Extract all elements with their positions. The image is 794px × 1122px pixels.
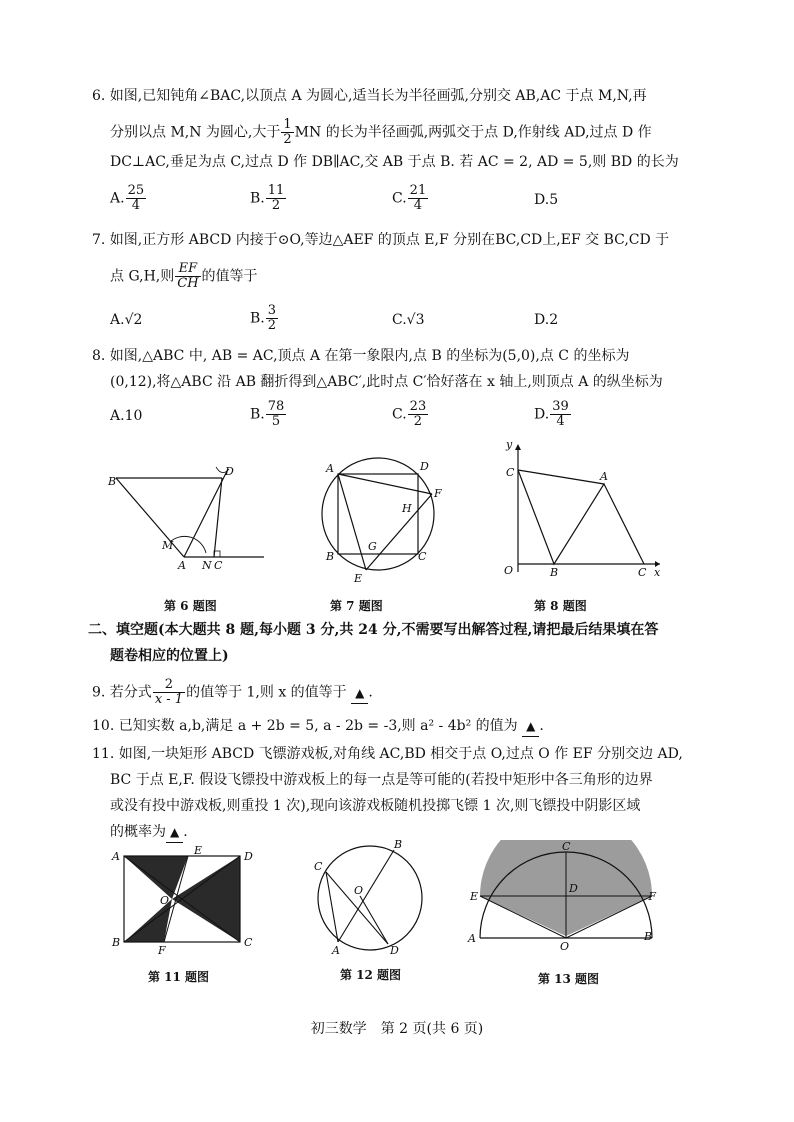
svg-text:B: B bbox=[112, 936, 121, 949]
figure-8 bbox=[494, 440, 666, 580]
svg-text:O: O bbox=[560, 940, 570, 952]
q11-line4-text: 的概率为 bbox=[110, 824, 166, 840]
q6-line3: DC⊥AC,垂足为点 C,过点 D 作 DB∥AC,交 AB 于点 B. 若 AC = 2, AD = 5,则 BD 的长为 bbox=[110, 154, 679, 170]
q6-line1: 6. 如图,已知钝角∠BAC,以顶点 A 为圆心,适当长为半径画弧,分别交 AB,AC 于点 M,N,再 bbox=[92, 88, 647, 104]
figure-11 bbox=[108, 842, 260, 954]
q7-line2a: 点 G,H,则 bbox=[110, 268, 175, 285]
svg-text:H: H bbox=[402, 502, 412, 515]
caption-figure-13: 第 13 题图 bbox=[538, 972, 600, 986]
figure-7 bbox=[306, 452, 456, 592]
q8-line1: 8. 如图,△ABC 中, AB = AC,顶点 A 在第一象限内,点 B 的坐标为(5,0),点 C 的坐标为 bbox=[92, 348, 630, 364]
caption-figure-11: 第 11 题图 bbox=[148, 970, 210, 984]
q9-answer-blank: ▲ bbox=[351, 683, 368, 704]
svg-text:E: E bbox=[470, 890, 479, 903]
svg-text:A: A bbox=[178, 559, 186, 572]
svg-text:D: D bbox=[569, 882, 578, 895]
svg-text:B: B bbox=[550, 566, 559, 579]
svg-text:D: D bbox=[420, 460, 429, 473]
q8-option-b: B. $\frac{78}{5}$ bbox=[250, 399, 285, 429]
q6-option-c: C. $\frac{21}{4}$ bbox=[392, 183, 427, 213]
svg-text:C: C bbox=[418, 550, 427, 563]
q6-option-a: A. $\frac{25}{4}$ bbox=[110, 183, 145, 213]
figure-13 bbox=[466, 840, 658, 952]
svg-text:E: E bbox=[194, 844, 203, 857]
svg-text:C: C bbox=[314, 860, 323, 873]
q11-line4: 的概率为 ▲ . bbox=[110, 822, 188, 843]
svg-text:A: A bbox=[112, 850, 120, 863]
svg-text:N: N bbox=[202, 559, 212, 572]
svg-text:y: y bbox=[506, 440, 513, 451]
q6-fraction bbox=[281, 118, 293, 147]
caption-figure-12: 第 12 题图 bbox=[340, 968, 402, 982]
q9: 9. 若分式 $\frac{2}{x - 1}$ 的值等于 1,则 x 的值等于 ▲ . bbox=[92, 677, 373, 707]
figure-6 bbox=[104, 455, 274, 575]
q7-option-a: A.√2 bbox=[110, 312, 143, 328]
svg-text:C: C bbox=[562, 840, 571, 853]
svg-text:A: A bbox=[600, 470, 608, 483]
q6-line2b: MN 的长为半径画弧,两弧交于点 D,作射线 AD,过点 D 作 bbox=[294, 124, 652, 141]
svg-text:C: C bbox=[638, 566, 647, 579]
q8-option-a: A.10 bbox=[110, 408, 143, 424]
svg-text:F: F bbox=[158, 944, 166, 954]
q8-line2: (0,12),将△ABC 沿 AB 翻折得到△ABC′,此时点 C′恰好落在 x 轴上,则顶点 A 的纵坐标为 bbox=[110, 374, 663, 390]
figure-12 bbox=[308, 838, 432, 960]
svg-text:A: A bbox=[326, 462, 334, 475]
q9-text-b: 的值等于 1,则 x 的值等于 bbox=[186, 684, 347, 701]
q7-line1: 7. 如图,正方形 ABCD 内接于⊙O,等边△AEF 的顶点 E,F 分别在BC,CD上,EF 交 BC,CD 于 bbox=[92, 232, 670, 248]
q6-line2 bbox=[110, 118, 652, 147]
q6-option-b: B. $\frac{11}{2}$ bbox=[250, 183, 285, 213]
q8-option-d: D. $\frac{39}{4}$ bbox=[534, 399, 569, 429]
q7-option-c: C.√3 bbox=[392, 312, 425, 328]
caption-figure-8: 第 8 题图 bbox=[534, 599, 587, 613]
q10: 10. 已知实数 a,b,满足 a + 2b = 5, a - 2b = -3,则 a² - 4b² 的值为 ▲ . bbox=[92, 716, 544, 737]
q10-text: 10. 已知实数 a,b,满足 a + 2b = 5, a - 2b = -3,则 a² - 4b² 的值为 bbox=[92, 718, 518, 734]
svg-text:C: C bbox=[214, 559, 223, 572]
svg-text:F: F bbox=[648, 890, 656, 903]
q6-option-d: D.5 bbox=[534, 192, 559, 208]
q6-frac-num: 1 bbox=[283, 117, 292, 132]
q11-line2: BC 于点 E,F. 假设飞镖投中游戏板上的每一点是等可能的(若投中矩形中各三角形的边界 bbox=[110, 772, 653, 788]
caption-figure-6: 第 6 题图 bbox=[164, 599, 217, 613]
q7-fraction: $\frac{EF}{CH}$ bbox=[177, 261, 199, 291]
svg-text:D: D bbox=[390, 944, 399, 957]
q9-fraction: $\frac{2}{x - 1}$ bbox=[154, 677, 184, 707]
svg-text:M: M bbox=[162, 539, 174, 552]
svg-text:B: B bbox=[108, 475, 117, 488]
q11-line1: 11. 如图,一块矩形 ABCD 飞镖游戏板,对角线 AC,BD 相交于点 O,过点 O 作 EF 分别交边 AD, bbox=[92, 746, 683, 762]
q11-answer-blank: ▲ bbox=[166, 822, 183, 843]
q7-option-b: B. $\frac{3}{2}$ bbox=[250, 303, 277, 333]
svg-text:A: A bbox=[468, 932, 476, 945]
svg-text:C: C bbox=[506, 466, 515, 479]
q7-option-d: D.2 bbox=[534, 312, 559, 328]
svg-text:F: F bbox=[434, 487, 442, 500]
svg-text:D: D bbox=[244, 850, 253, 863]
section-2-heading-line2: 题卷相应的位置上) bbox=[110, 648, 229, 664]
svg-text:E: E bbox=[354, 572, 363, 585]
page-footer: 初三数学 第 2 页(共 6 页) bbox=[310, 1021, 484, 1037]
q11-line3: 或没有投中游戏板,则重投 1 次),现向该游戏板随机投掷飞镖 1 次,则飞镖投中阴影区域 bbox=[110, 798, 641, 814]
caption-figure-7: 第 7 题图 bbox=[330, 599, 383, 613]
svg-text:C: C bbox=[244, 936, 253, 949]
svg-text:x: x bbox=[654, 566, 661, 579]
q10-answer-blank: ▲ bbox=[522, 716, 539, 737]
svg-text:B: B bbox=[644, 930, 653, 943]
q6-line2a: 分别以点 M,N 为圆心,大于 bbox=[110, 124, 281, 141]
q7-line2 bbox=[110, 262, 258, 291]
svg-text:O: O bbox=[354, 884, 364, 897]
svg-text:D: D bbox=[225, 465, 234, 478]
q7-line2b: 的值等于 bbox=[201, 268, 258, 285]
svg-text:O: O bbox=[160, 894, 170, 907]
svg-text:O: O bbox=[504, 564, 514, 577]
svg-text:A: A bbox=[332, 944, 340, 957]
svg-text:B: B bbox=[326, 550, 335, 563]
q9-text-a: 9. 若分式 bbox=[92, 684, 152, 701]
svg-text:B: B bbox=[394, 838, 403, 851]
svg-text:G: G bbox=[368, 540, 377, 553]
q8-option-c: C. $\frac{23}{2}$ bbox=[392, 399, 427, 429]
section-2-heading-line1: 二、填空题(本大题共 8 题,每小题 3 分,共 24 分,不需要写出解答过程,请把最后结果填在答 bbox=[88, 622, 659, 638]
q6-frac-den: 2 bbox=[283, 132, 292, 147]
